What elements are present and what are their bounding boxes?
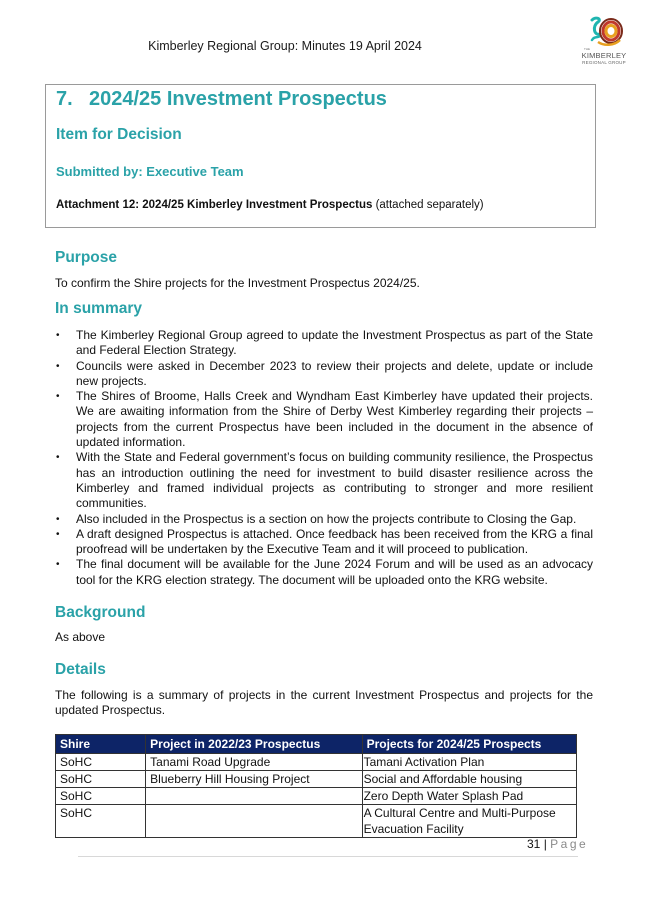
background-heading: Background xyxy=(55,604,146,621)
page-number-footer xyxy=(527,837,588,851)
cell-shire: SoHC xyxy=(56,771,146,788)
item-title xyxy=(56,88,387,111)
cell-new-project: Zero Depth Water Splash Pad xyxy=(362,788,576,805)
bullet-text: Also included in the Prospectus is a section on how the projects contribute to Closing the Gap. xyxy=(76,511,577,526)
cell-shire: SoHC xyxy=(56,754,146,771)
bullet-icon: • xyxy=(56,513,60,525)
attachment-title: Attachment 12: 2024/25 Kimberley Investment Prospectus xyxy=(56,199,373,211)
column-header-shire: Shire xyxy=(56,735,146,754)
attachment-line xyxy=(56,199,484,211)
cell-old-project xyxy=(146,788,362,805)
cell-old-project xyxy=(146,805,362,838)
attachment-note: (attached separately) xyxy=(372,199,484,211)
agenda-item-box xyxy=(45,84,596,228)
submitted-by: Submitted by: Executive Team xyxy=(56,164,244,179)
kimberley-regional-group-logo xyxy=(578,14,630,70)
bullet-icon: • xyxy=(56,360,60,372)
logo-text-the: THE xyxy=(584,47,590,51)
summary-bullet-list xyxy=(55,328,593,588)
logo-text-regional-group: REGIONAL GROUP xyxy=(582,60,626,65)
bullet-icon: • xyxy=(56,559,60,571)
logo-text-kimberley: KIMBERLEY xyxy=(581,51,627,60)
cell-old-project: Blueberry Hill Housing Project xyxy=(146,771,362,788)
page-number: 31 xyxy=(527,837,541,851)
logo-swirl-icon xyxy=(578,14,630,50)
summary-bullet xyxy=(55,512,593,527)
table-row xyxy=(56,771,577,788)
details-text: The following is a summary of projects in the current Investment Prospectus and projects for the updated Prospectus. xyxy=(55,688,593,718)
bullet-text: A draft designed Prospectus is attached. Once feedback has been received from the KRG a final proofread will be undertaken by the Executive Team and it will proceed to publication. xyxy=(76,526,593,557)
document-header-title: Kimberley Regional Group: Minutes 19 April 2024 xyxy=(148,39,422,53)
bullet-icon: • xyxy=(56,528,60,540)
summary-bullet xyxy=(55,359,593,390)
bullet-text: Councils were asked in December 2023 to review their projects and delete, update or include new projects. xyxy=(76,358,593,388)
column-header-2024-25: Projects for 2024/25 Prospects xyxy=(362,735,576,754)
bullet-text: The Shires of Broome, Halls Creek and Wyndham East Kimberley have updated their projects. We are awaiting information from the Shire of Derby West Kimberley regarding their projects – projects from the current Prospectus have been included in the document in the absence of updated information. xyxy=(76,389,593,450)
bullet-text: The final document will be available for the June 2024 Forum and will be used as an advocacy tool for the KRG election strategy. The document will be uploaded onto the KRG website. xyxy=(76,557,593,587)
cell-old-project: Tanami Road Upgrade xyxy=(146,754,362,771)
summary-heading: In summary xyxy=(55,300,143,317)
purpose-text: To confirm the Shire projects for the Investment Prospectus 2024/25. xyxy=(55,276,420,290)
item-number: 7. xyxy=(56,88,73,110)
bullet-icon: • xyxy=(56,452,60,464)
page-separator: | xyxy=(540,837,551,851)
cell-new-project: Social and Affordable housing xyxy=(362,771,576,788)
table-row xyxy=(56,788,577,805)
purpose-heading: Purpose xyxy=(55,249,118,266)
bullet-text: The Kimberley Regional Group agreed to update the Investment Prospectus as part of the State and Federal Election Strategy. xyxy=(76,328,593,358)
table-row xyxy=(56,805,577,838)
cell-shire: SoHC xyxy=(56,805,146,838)
summary-bullet xyxy=(55,450,593,511)
projects-table xyxy=(55,734,577,838)
page-label: Page xyxy=(550,837,589,851)
bullet-icon: • xyxy=(56,330,60,341)
summary-bullet xyxy=(55,328,593,359)
table-row xyxy=(56,754,577,771)
bullet-text: With the State and Federal government’s focus on building community resilience, the Prospectus has an introduction outlining the need for investment to build disaster resilience across the Kimberley and framed individual projects as contributing to stronger and more resilient communities. xyxy=(76,450,593,511)
cell-new-project: A Cultural Centre and Multi-Purpose Evacuation Facility xyxy=(362,805,576,838)
table-header-row xyxy=(56,735,577,754)
item-title-text: 2024/25 Investment Prospectus xyxy=(89,88,387,110)
background-text: As above xyxy=(55,630,106,644)
footer-divider xyxy=(78,856,578,857)
details-heading: Details xyxy=(55,661,106,678)
cell-new-project: Tamani Activation Plan xyxy=(362,754,576,771)
column-header-2022-23: Project in 2022/23 Prospectus xyxy=(146,735,362,754)
summary-bullet xyxy=(55,527,593,558)
summary-bullet xyxy=(55,389,593,450)
bullet-icon: • xyxy=(56,391,60,403)
summary-bullet xyxy=(55,557,593,588)
item-type: Item for Decision xyxy=(56,126,182,143)
cell-shire: SoHC xyxy=(56,788,146,805)
